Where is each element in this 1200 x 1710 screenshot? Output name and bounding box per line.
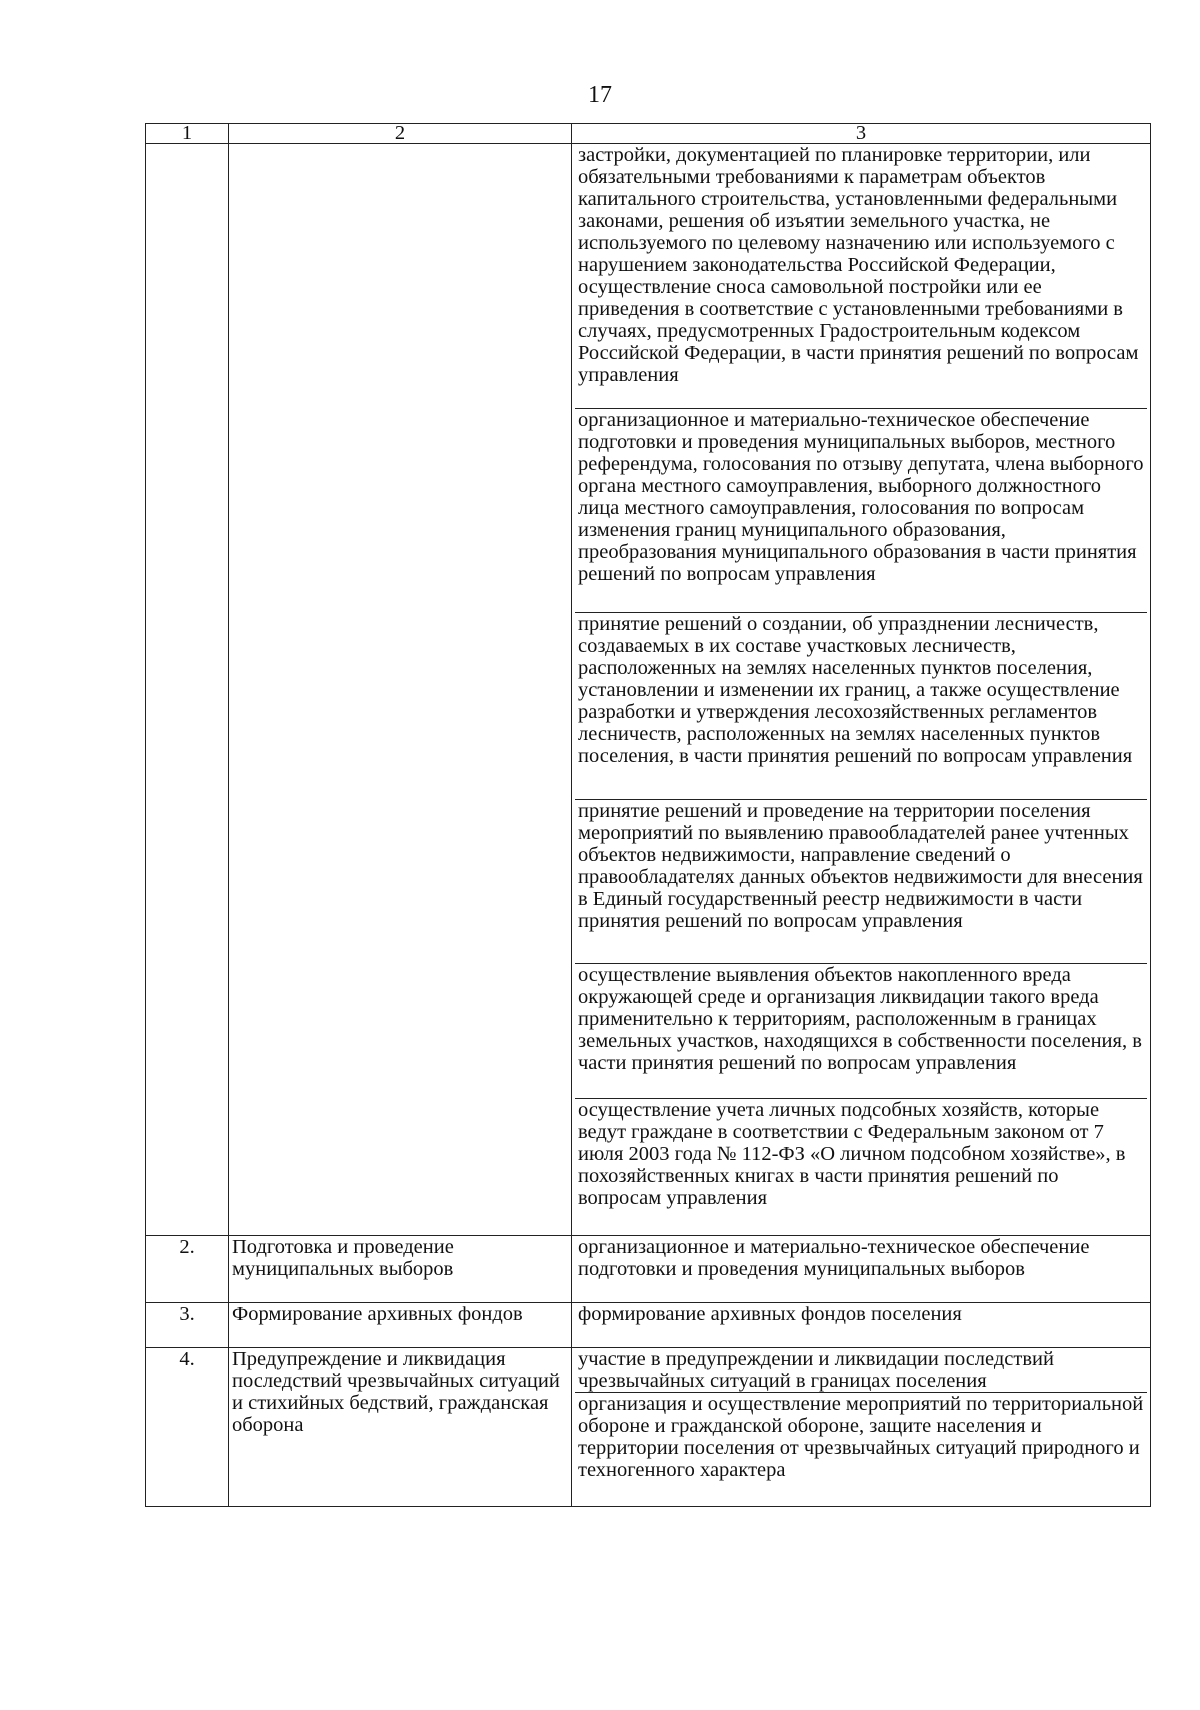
power-item: формирование архивных фондов поселения [578, 1303, 962, 1325]
row-number: 3. [146, 1303, 229, 1348]
header-col-3: 3 [572, 124, 1151, 144]
row-number: 4. [146, 1348, 229, 1507]
table-row [146, 1348, 1151, 1507]
power-item: принятие решений и проведение на территории поселения мероприятий по выявлению правообладателей ранее учтенных объектов недвижимости, направление сведений о правообладателях данных объектов недвижимости для внесения в Единый государственный реестр недвижимости в части принятия решений по вопросам управления [575, 800, 1147, 964]
power-item: организационное и материально-техническое обеспечение подготовки и проведения муниципальных выборов, местного референдума, голосования по отзыву депутата, члена выборного органа местного самоуправления, выборного должностного лица местного самоуправления, голосования по вопросам изменения границ муниципального образования, преобразования муниципального образования в части принятия решений по вопросам управления [575, 409, 1147, 613]
page-number: 17 [588, 82, 612, 108]
row-name: Предупреждение и ликвидация последствий чрезвычайных ситуаций и стихийных бедствий, гражданская оборона [229, 1348, 572, 1507]
authority-table [145, 123, 1151, 1507]
row-powers [572, 1303, 1151, 1348]
power-item: организация и осуществление мероприятий по территориальной обороне и гражданской обороне, защите населения и территории поселения от чрезвычайных ситуаций природного и техногенного характера [578, 1393, 1144, 1481]
row-name [229, 144, 572, 1236]
table-row [146, 144, 1151, 1236]
row-number: 2. [146, 1236, 229, 1303]
table-row [146, 1303, 1151, 1348]
power-item: осуществление учета личных подсобных хозяйств, которые ведут граждане в соответствии с Федеральным законом от 7 июля 2003 года № 112-ФЗ «О личном подсобном хозяйстве», в похозяйственных книгах в части принятия решений по вопросам управления [578, 1099, 1126, 1209]
row-powers [572, 144, 1151, 1236]
row-powers [572, 1348, 1151, 1507]
header-col-2: 2 [229, 124, 572, 144]
power-item: организационное и материально-техническое обеспечение подготовки и проведения муниципальных выборов [578, 1236, 1090, 1280]
power-item: принятие решений о создании, об упразднении лесничеств, создаваемых в их составе участковых лесничеств, расположенных на землях населенных пунктов поселения, установлении и изменении их границ, а также осуществление разработки и утверждения лесохозяйственных регламентов лесничеств, расположенных на землях населенных пунктов поселения, в части принятия решений по вопросам управления [575, 613, 1147, 800]
row-name: Формирование архивных фондов [229, 1303, 572, 1348]
power-item: осуществление выявления объектов накопленного вреда окружающей среде и организация ликвидации такого вреда применительно к территориям, расположенным в границах земельных участков, находящихся в собственности поселения, в части принятия решений по вопросам управления [575, 964, 1147, 1099]
header-row [146, 124, 1151, 144]
row-powers [572, 1236, 1151, 1303]
power-item: застройки, документацией по планировке территории, или обязательными требованиями к параметрам объектов капитального строительства, установленными федеральными законами, решения об изъятии земельного участка, не используемого по целевому назначению или используемого с нарушением законодательства Российской Федерации, осуществление сноса самовольной постройки или ее приведения в соответствие с установленными требованиями в случаях, предусмотренных Градостроительным кодексом Российской Федерации, в части принятия решений по вопросам управления [575, 144, 1147, 409]
table-row [146, 1236, 1151, 1303]
header-col-1: 1 [146, 124, 229, 144]
power-item: участие в предупреждении и ликвидации последствий чрезвычайных ситуаций в границах поселения [575, 1348, 1147, 1393]
row-name: Подготовка и проведение муниципальных выборов [229, 1236, 572, 1303]
row-number [146, 144, 229, 1236]
